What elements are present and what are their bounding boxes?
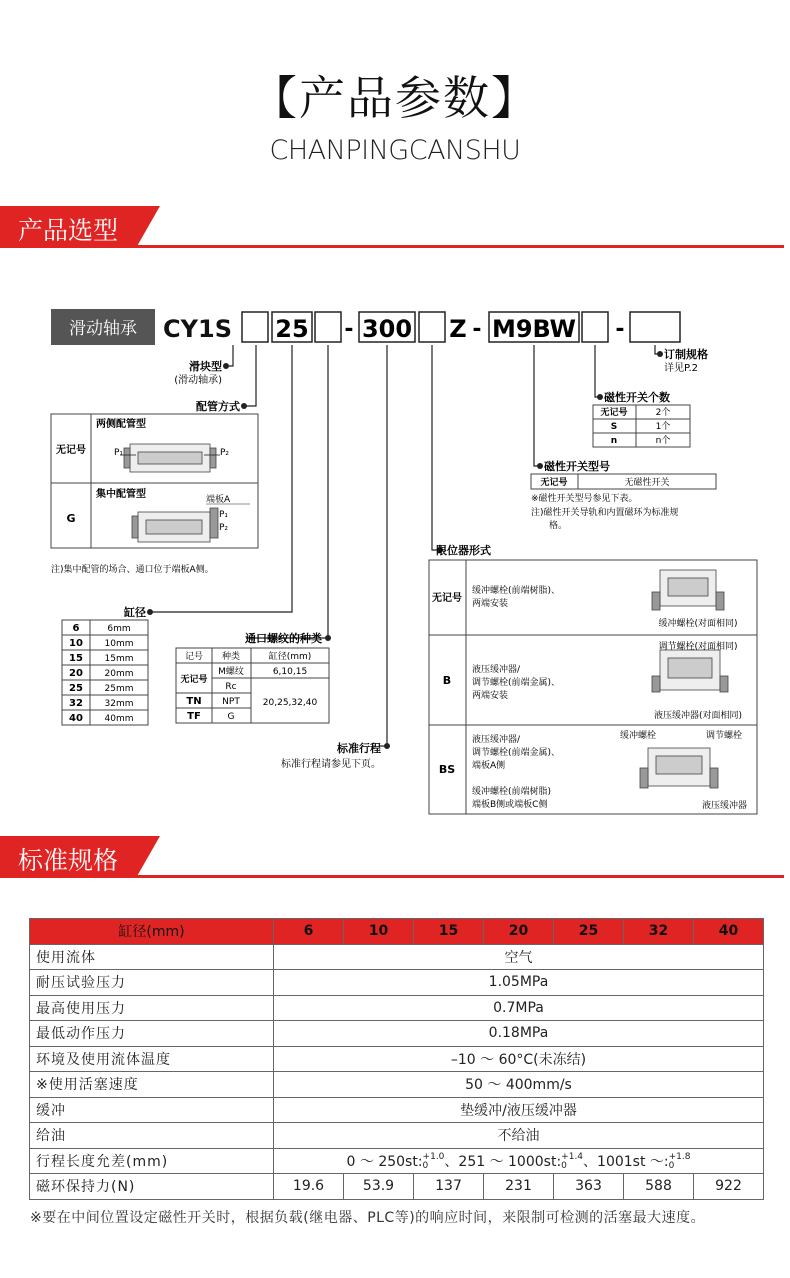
piping-table: [51, 414, 258, 575]
svg-text:格。: 格。: [549, 521, 568, 531]
switch-count-table: [593, 405, 690, 447]
svg-text:M螺纹: M螺纹: [218, 667, 244, 677]
spec-header-row: [30, 919, 764, 945]
svg-text:1个: 1个: [655, 422, 671, 432]
table-row: 给油 不给油: [30, 1123, 764, 1149]
svg-text:无记号: 无记号: [540, 478, 568, 488]
table-row: 使用流体 空气: [30, 944, 764, 970]
svg-text:种类: 种类: [221, 652, 241, 662]
model-dash-3: -: [615, 317, 625, 342]
model-selection-diagram: [0, 290, 790, 830]
svg-text:调节螺栓(前端金属)、: 调节螺栓(前端金属)、: [472, 678, 561, 688]
svg-text:液压缓冲器/: 液压缓冲器/: [472, 665, 521, 675]
table-row: 缓冲 垫缓冲/液压缓冲器: [30, 1097, 764, 1123]
bore-code: 6: [72, 623, 80, 634]
label-switch-type: 磁性开关型号: [544, 460, 610, 473]
svg-text:G: G: [227, 712, 235, 722]
svg-text:液压缓冲器: 液压缓冲器: [702, 801, 748, 811]
label-slider-sub: (滑动轴承): [174, 375, 222, 386]
svg-text:无磁性开关: 无磁性开关: [624, 478, 670, 488]
header-bore-32: 32: [624, 919, 694, 945]
header-bore-15: 15: [414, 919, 484, 945]
bore-table: [62, 620, 148, 725]
model-dash-2: -: [472, 317, 482, 342]
bore-size: 6mm: [107, 624, 131, 634]
spec-table: [29, 918, 764, 1200]
svg-text:P₂: P₂: [220, 448, 230, 458]
bore-code: 10: [69, 638, 83, 649]
bore-size: 40mm: [104, 714, 134, 724]
svg-text:TF: TF: [187, 711, 201, 722]
section-title: 标准规格: [18, 846, 119, 875]
svg-text:S: S: [610, 422, 618, 432]
svg-text:20,25,32,40: 20,25,32,40: [262, 698, 318, 708]
label-slider: 滑块型: [189, 360, 222, 373]
section-title: 产品选型: [18, 216, 119, 245]
svg-text:※磁性开关型号参见下表。: ※磁性开关型号参见下表。: [531, 494, 638, 504]
bore-size: 32mm: [104, 699, 134, 709]
label-order-spec: 订制规格: [664, 348, 708, 361]
svg-text:G: G: [66, 512, 76, 525]
model-series: CY1S: [163, 315, 232, 343]
section-header-spec: [0, 836, 790, 878]
svg-text:液压缓冲器/: 液压缓冲器/: [472, 735, 521, 745]
stopper-table: [429, 560, 757, 814]
bore-size: 15mm: [104, 654, 134, 664]
header-bore: 缸径(mm): [30, 919, 274, 945]
svg-text:端板B侧或端板C侧: 端板B侧或端板C侧: [472, 800, 548, 810]
port-table: [176, 648, 329, 723]
bore-size: 20mm: [104, 669, 134, 679]
footnote: ※要在中间位置设定磁性开关时，根据负载(继电器、PLC等)的响应时间，来限制可检测的活塞最大速度。: [30, 1210, 706, 1226]
bore-code: 32: [69, 698, 83, 709]
bore-size: 10mm: [104, 639, 134, 649]
table-row: 磁环保持力(N) 19.6 53.9 137 231 363 588 922: [30, 1174, 764, 1200]
svg-text:无记号: 无记号: [56, 445, 86, 456]
svg-text:端板A: 端板A: [206, 495, 231, 505]
table-row: 最高使用压力 0.7MPa: [30, 995, 764, 1021]
label-stroke: 标准行程: [337, 742, 381, 755]
header-bore-10: 10: [344, 919, 414, 945]
label-stroke-sub: 标准行程请参见下页。: [281, 759, 381, 770]
svg-text:P₂: P₂: [219, 523, 229, 533]
label-order-spec-sub: 详见P.2: [664, 363, 699, 374]
switch-type-table: [531, 474, 716, 531]
label-port-type: 通口螺纹的种类: [245, 632, 322, 645]
bore-code: 20: [69, 668, 83, 679]
bore-code: 40: [69, 713, 83, 724]
svg-text:集中配管型: 集中配管型: [96, 489, 146, 500]
label-stopper: 限位器形式: [436, 544, 491, 557]
svg-text:缓冲螺栓(前端树脂)、: 缓冲螺栓(前端树脂)、: [472, 586, 561, 596]
svg-text:6,10,15: 6,10,15: [272, 667, 308, 677]
svg-text:调节螺栓(对面相同): 调节螺栓(对面相同): [658, 642, 738, 652]
label-piping: 配管方式: [196, 400, 240, 413]
svg-text:n个: n个: [655, 436, 671, 446]
svg-text:两侧配管型: 两侧配管型: [96, 419, 146, 430]
svg-text:Rc: Rc: [225, 682, 237, 692]
table-row: 最低动作压力 0.18MPa: [30, 1021, 764, 1047]
page-subtitle: CHANPINGCANSHU: [269, 135, 521, 166]
svg-text:无记号: 无记号: [432, 593, 462, 604]
svg-text:无记号: 无记号: [180, 675, 208, 685]
svg-text:2个: 2个: [655, 408, 671, 418]
label-bore: 缸径: [124, 606, 146, 619]
svg-text:液压缓冲器(对面相同): 液压缓冲器(对面相同): [653, 711, 743, 721]
svg-text:注)磁性开关导轨和内置磁环为标准规: 注)磁性开关导轨和内置磁环为标准规: [531, 508, 679, 518]
header-bore-6: 6: [274, 919, 344, 945]
svg-text:调节螺栓: 调节螺栓: [706, 731, 743, 741]
svg-text:缓冲螺栓(前端树脂): 缓冲螺栓(前端树脂): [472, 787, 552, 797]
label-switch-count: 磁性开关个数: [604, 391, 670, 404]
model-bore: 25: [275, 315, 309, 343]
bore-code: 25: [69, 683, 83, 694]
svg-text:两端安装: 两端安装: [472, 599, 509, 609]
svg-text:P₁: P₁: [219, 510, 229, 520]
svg-text:NPT: NPT: [222, 697, 240, 707]
table-row: ※使用活塞速度 50 ～ 400mm/s: [30, 1072, 764, 1098]
header-bore-25: 25: [554, 919, 624, 945]
bore-size: 25mm: [104, 684, 134, 694]
svg-text:P₁: P₁: [114, 448, 124, 458]
svg-text:无记号: 无记号: [600, 408, 628, 418]
svg-text:BS: BS: [438, 763, 456, 776]
tolerance-value: 0 ～ 250st: +1.0 0 、251 ～ 1000st: +1.4 0 、1001st ～: +1.8 0: [274, 1148, 764, 1174]
model-stroke: 300: [361, 315, 413, 343]
table-row: 环境及使用流体温度 –10 ～ 60°C(未冻结): [30, 1046, 764, 1072]
svg-text:n: n: [610, 436, 618, 446]
svg-text:缸径(mm): 缸径(mm): [268, 652, 312, 662]
svg-text:端板A侧: 端板A侧: [472, 761, 506, 771]
svg-text:记号: 记号: [184, 652, 204, 662]
page-title: 【产品参数】: [251, 71, 539, 125]
svg-text:缓冲螺栓(对面相同): 缓冲螺栓(对面相同): [658, 619, 738, 629]
model-switch: M9BW: [491, 315, 577, 343]
header-bore-40: 40: [694, 919, 764, 945]
header-bore-20: 20: [484, 919, 554, 945]
model-dash-1: -: [344, 317, 354, 342]
model-z: Z: [449, 315, 467, 343]
bore-code: 15: [69, 653, 83, 664]
svg-text:两端安装: 两端安装: [472, 691, 509, 701]
svg-text:注)集中配管的场合、通口位于端板A侧。: 注)集中配管的场合、通口位于端板A侧。: [51, 565, 214, 575]
table-row: 耐压试验压力 1.05MPa: [30, 970, 764, 996]
section-header-selection: [0, 206, 790, 248]
svg-text:调节螺栓(前端金属)、: 调节螺栓(前端金属)、: [472, 748, 561, 758]
model-prefix: 滑动轴承: [69, 319, 137, 339]
svg-text:B: B: [442, 674, 452, 687]
svg-text:TN: TN: [186, 696, 202, 707]
svg-text:缓冲螺栓: 缓冲螺栓: [620, 731, 657, 741]
table-row: 行程长度允差(mm) 0 ～ 250st: +1.0 0 、251 ～ 1000st: +1.4 0 、1001st ～: +1.8 0: [30, 1148, 764, 1174]
